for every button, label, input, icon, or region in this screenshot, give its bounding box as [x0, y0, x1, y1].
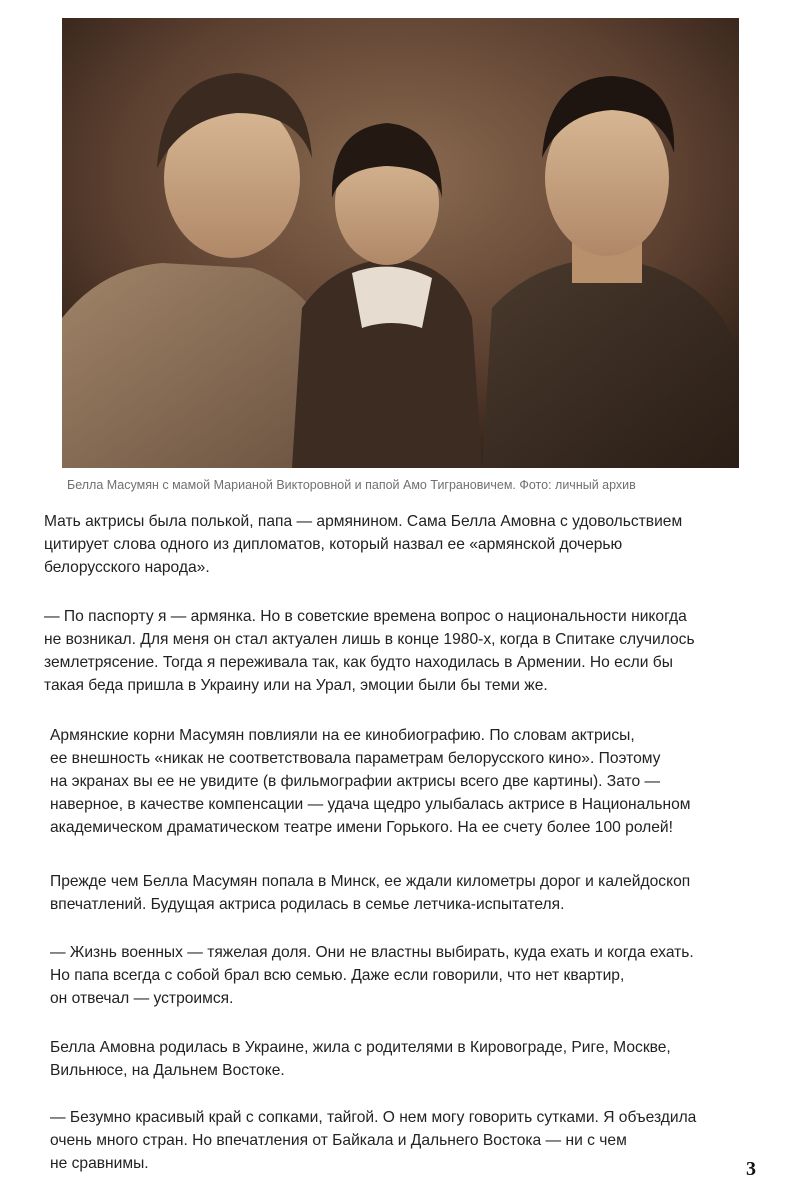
- paragraph-line: не сравнимы.: [50, 1155, 149, 1172]
- paragraph-line: — По паспорту я — армянка. Но в советские времена вопрос о национальности никогда: [44, 608, 687, 625]
- paragraph-line: наверное, в качестве компенсации — удача щедро улыбалась актрисе в Национальном: [50, 796, 691, 813]
- paragraph-2: [44, 605, 695, 697]
- paragraph-1: [44, 510, 682, 579]
- paragraph-line: цитирует слова одного из дипломатов, который назвал ее «армянской дочерью: [44, 536, 623, 553]
- paragraph-6: [50, 1036, 671, 1082]
- paragraph-line: Белла Амовна родилась в Украине, жила с родителями в Кировограде, Риге, Москве,: [50, 1039, 671, 1056]
- paragraph-5: [50, 941, 694, 1010]
- paragraph-7: [50, 1106, 696, 1175]
- paragraph-line: землетрясение. Тогда я переживала так, как будто находилась в Армении. Но если бы: [44, 654, 673, 671]
- paragraph-line: впечатлений. Будущая актриса родилась в семье летчика-испытателя.: [50, 896, 565, 913]
- paragraph-line: очень много стран. Но впечатления от Байкала и Дальнего Востока — ни с чем: [50, 1132, 627, 1149]
- paragraph-4: [50, 870, 690, 916]
- paragraph-line: Вильнюсе, на Дальнем Востоке.: [50, 1062, 285, 1079]
- page-number: 3: [746, 1158, 756, 1180]
- paragraph-line: Прежде чем Белла Масумян попала в Минск, ее ждали километры дорог и калейдоскоп: [50, 873, 691, 890]
- paragraph-line: Мать актрисы была полькой, папа — армянином. Сама Белла Амовна с удовольствием: [44, 513, 683, 530]
- paragraph-line: академическом драматическом театре имени Горького. На ее счету более 100 ролей!: [50, 819, 673, 836]
- photo-caption: Белла Масумян с мамой Марианой Викторовной и папой Амо Тиграновичем. Фото: личный архив: [67, 478, 636, 492]
- paragraph-line: ее внешность «никак не соответствовала параметрам белорусского кино». Поэтому: [50, 750, 661, 767]
- paragraph-line: — Жизнь военных — тяжелая доля. Они не властны выбирать, куда ехать и когда ехать.: [50, 944, 694, 961]
- paragraph-line: он отвечал — устроимся.: [50, 990, 234, 1007]
- paragraph-line: не возникал. Для меня он стал актуален лишь в конце 1980-х, когда в Спитаке случилось: [44, 631, 695, 648]
- paragraph-line: такая беда пришла в Украину или на Урал, эмоции были бы теми же.: [44, 677, 548, 694]
- paragraph-3: [50, 724, 691, 839]
- paragraph-line: Армянские корни Масумян повлияли на ее кинобиографию. По словам актрисы,: [50, 727, 635, 744]
- paragraph-line: — Безумно красивый край с сопками, тайгой. О нем могу говорить сутками. Я объездила: [50, 1109, 697, 1126]
- family-photo: [62, 18, 739, 468]
- paragraph-line: белорусского народа».: [44, 559, 210, 576]
- paragraph-line: Но папа всегда с собой брал всю семью. Даже если говорили, что нет квартир,: [50, 967, 625, 984]
- paragraph-line: на экранах вы ее не увидите (в фильмографии актрисы всего две картины). Зато —: [50, 773, 661, 790]
